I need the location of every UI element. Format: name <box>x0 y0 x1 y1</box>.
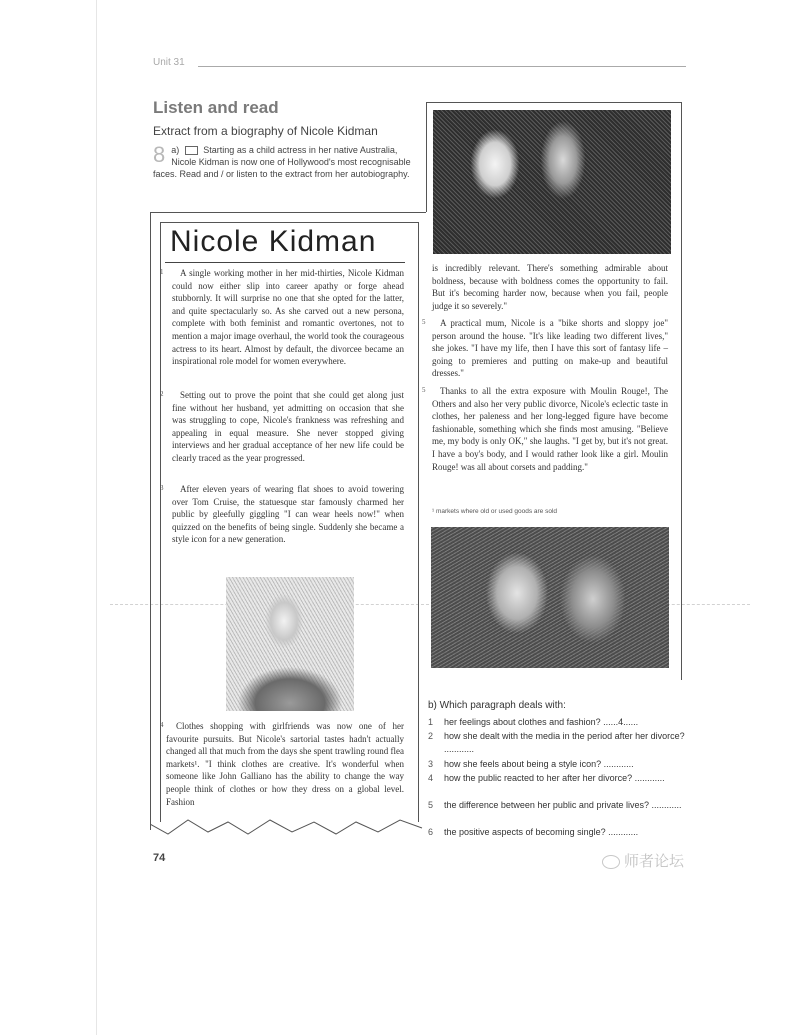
article-paragraph: A practical mum, Nicole is a "bike shorts and sloppy joe" person around the house. "It's like leading two different lives," she jokes. "I have my life, then I have this sort of fantasy life – going to premieres and putting on make-up and beautiful dresses." <box>432 318 668 379</box>
section-subtitle: Extract from a biography of Nicole Kidman <box>153 124 378 138</box>
question-item: how she feels about being a style icon? ............ <box>444 759 634 769</box>
paragraph-number: 4 <box>160 721 164 729</box>
task-b-heading: b) Which paragraph deals with: <box>428 700 566 711</box>
photo-nicole-kidman-smiling <box>226 577 354 711</box>
frame-top-left <box>150 212 426 213</box>
question-number: 4 <box>428 773 434 783</box>
article-paragraph: After eleven years of wearing flat shoes to avoid towering over Tom Cruise, the statuesque star famously charmed her public by gleefully giggling "I can wear heels now!" when quizzed on the benefits of being single. Suddenly she became a style icon for a new generation. <box>172 484 404 545</box>
frame-right <box>681 102 682 680</box>
unit-label: Unit 31 <box>153 57 185 68</box>
task-a-instructions <box>153 144 423 180</box>
question-item: the positive aspects of becoming single? ............ <box>444 827 639 837</box>
watermark <box>602 850 684 871</box>
article-title: Nicole Kidman <box>170 225 377 258</box>
article-footnote: ¹ markets where old or used goods are sold <box>432 508 558 515</box>
frame-top-right <box>426 102 682 103</box>
photo-nicole-kidman-portrait <box>433 110 671 254</box>
paragraph-number: 2 <box>160 390 164 398</box>
paragraph-number: 1 <box>160 268 164 276</box>
photo-nicole-kidman-couple <box>431 527 669 668</box>
torn-edge-zigzag <box>150 810 425 838</box>
article-paragraph: Setting out to prove the point that she could get along just fine without her husband, yet admitting on occasion that she was struggling to cope, Nicole's frankness was refreshing and appealing in equal measure. She never stopped giving interviews and her gradual acceptance of her new life could be clearly traced as the year progressed. <box>172 390 404 463</box>
question-item: how she dealt with the media in the period after her divorce? ............ <box>444 731 685 754</box>
task-a-label: a) <box>171 145 180 155</box>
frame-inner-right <box>418 222 419 822</box>
wechat-icon <box>602 855 620 869</box>
question-item: her feelings about clothes and fashion? ......4...... <box>444 717 639 727</box>
question-number: 6 <box>428 827 434 837</box>
article-paragraph: Clothes shopping with girlfriends was now one of her favourite pursuits. But Nicole's sartorial tastes hadn't actually changed all that much from the days she spent trawling round flea markets¹. "I think clothes are creative. It's wonderful when someone like John Galliano has the ability to change the way people think of clothes or how they dress on a global level. Fashion <box>166 721 404 807</box>
section-title: Listen and read <box>153 98 279 117</box>
frame-mid-vertical <box>426 102 427 212</box>
article-paragraph: Thanks to all the extra exposure with Moulin Rouge!, The Others and also her very public divorce, Nicole's eclectic taste in clothes, her paleness and her long-legged figure have become fashionable, something which she finds most amusing. "Believe me, my body is only OK," she laughs. "I get by, but it's not great. I have a boy's body, and I would rather look like a girl. Moulin Rouge! was all about corsets and padding." <box>432 386 668 472</box>
paragraph-number: 5 <box>422 318 426 326</box>
watermark-text: 师者论坛 <box>624 852 685 870</box>
paragraph-number: 3 <box>160 484 164 492</box>
article-title-rule <box>165 262 405 263</box>
frame-left-top <box>150 212 151 830</box>
question-number: 2 <box>428 731 434 741</box>
article-paragraph-continued: is incredibly relevant. There's something admirable about boldness, because with boldness comes the opportunity to fail. But it's becoming harder now, because when you fail, people judge it so severely." <box>432 263 668 311</box>
paragraph-number: 5 <box>422 386 426 394</box>
task-number: 8 <box>153 142 166 167</box>
frame-inner-top <box>160 222 418 223</box>
question-number: 3 <box>428 759 434 769</box>
question-number: 1 <box>428 717 434 727</box>
question-item: the difference between her public and private lives? ............ <box>444 800 682 810</box>
header-rule <box>198 66 686 67</box>
page-margin-line <box>96 0 97 1035</box>
article-paragraph: A single working mother in her mid-thirties, Nicole Kidman could now either slip into career apathy or forge ahead stubbornly. It will surprise no one that she opted for the latter, and quite spectacularly so. As she carved out a new persona, complete with both feminist and romantic overtones, not to mention a major image overhaul, the world took the courageous actress to its heart. Almost by default, the divorcee became an inspirational role model for women everywhere. <box>172 268 404 367</box>
task-a-text: Starting as a child actress in her native Australia, Nicole Kidman is now one of Hollywood's most recognisable faces. Read and / or listen to the extract from her autobiography. <box>153 145 411 179</box>
question-number: 5 <box>428 800 434 810</box>
question-item: how the public reacted to her after her divorce? ............ <box>444 773 665 783</box>
audio-cd-icon <box>185 146 198 155</box>
page-number: 74 <box>153 852 166 864</box>
frame-inner-left <box>160 222 161 822</box>
